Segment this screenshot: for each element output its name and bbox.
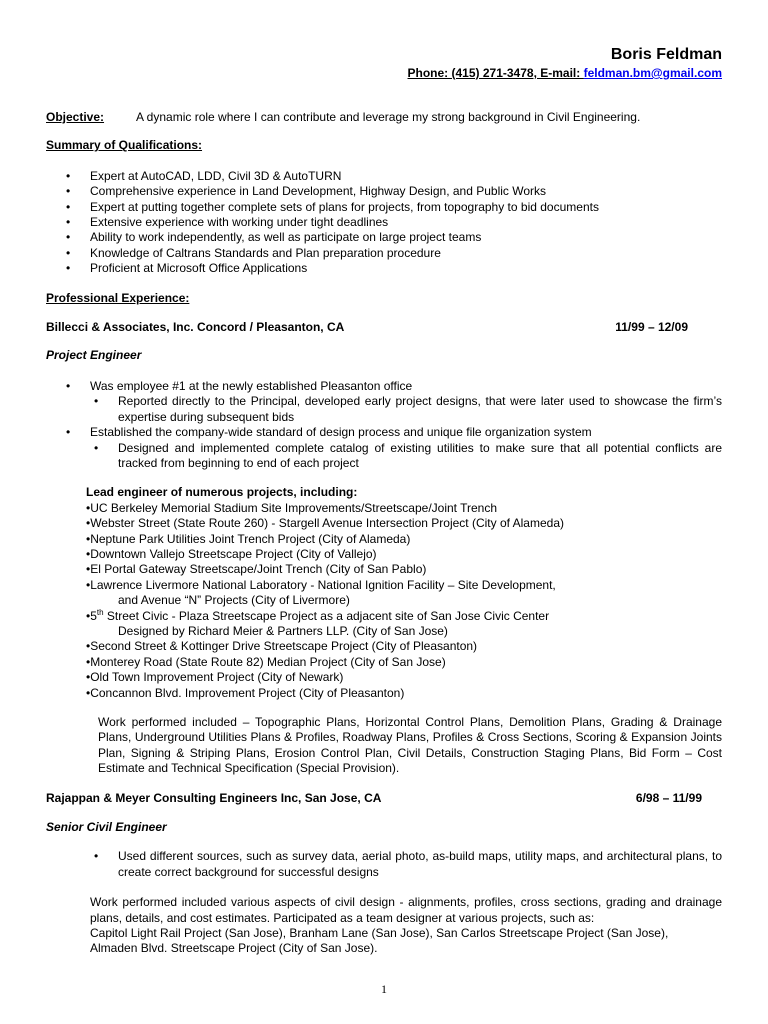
project-item <box>86 609 722 624</box>
job2-projects-text-2: Almaden Blvd. Streetscape Project (City of San Jose). <box>90 941 378 956</box>
job1-subbullets-2 <box>46 441 722 472</box>
list-item: • Ability to work independently, as well as participate on large project teams <box>46 230 722 245</box>
job2-company: Rajappan & Meyer Consulting Engineers Inc, San Jose, CA <box>46 790 382 805</box>
project-item-continued: Designed by Richard Meier & Partners LLP. (City of San Jose) <box>118 623 448 638</box>
list-item: • Expert at AutoCAD, LDD, Civil 3D & AutoTURN <box>46 169 722 184</box>
qualifications-title: Summary of Qualifications: <box>46 138 203 153</box>
resume-header <box>408 45 722 81</box>
list-item: • Was employee #1 at the newly established Pleasanton office <box>46 379 722 394</box>
list-item: • Reported directly to the Principal, developed early project designs, that were later used to showcase the firm’s expertise during subsequent bids <box>46 394 722 425</box>
list-item: • Knowledge of Caltrans Standards and Plan preparation procedure <box>46 246 722 261</box>
project-item: •Lawrence Livermore National Laboratory - National Ignition Facility – Site Development, <box>86 577 556 592</box>
phone-text: Phone: (415) 271-3478, E-mail: <box>407 66 584 80</box>
project-item: •El Portal Gateway Streetscape/Joint Trench (City of San Pablo) <box>86 562 427 577</box>
list-item: • Comprehensive experience in Land Development, Highway Design, and Public Works <box>46 184 722 199</box>
lead-projects <box>86 485 722 701</box>
project-item-continued: and Avenue “N” Projects (City of Livermore) <box>118 593 350 608</box>
lead-projects-title: Lead engineer of numerous projects, including: <box>86 485 358 500</box>
page-number: 1 <box>381 982 387 996</box>
job1-company: Billecci & Associates, Inc. Concord / Pleasanton, CA <box>46 320 345 335</box>
project-item: •Old Town Improvement Project (City of Newark) <box>86 670 344 685</box>
ordinal-suffix: th <box>96 607 104 617</box>
project-item-prefix: •5 <box>86 608 97 623</box>
objective-section <box>46 110 722 125</box>
job1-role: Project Engineer <box>46 348 142 363</box>
job1-header <box>46 320 722 335</box>
email-link[interactable]: feldman.bm@gmail.com <box>583 66 722 80</box>
job1-bullets <box>46 379 722 394</box>
job2-projects-text: Capitol Light Rail Project (San Jose), Branham Lane (San Jose), San Carlos Streetscape Project (San Jose), <box>90 926 669 941</box>
job2-role: Senior Civil Engineer <box>46 820 167 835</box>
job2-bullets <box>46 849 722 880</box>
qualifications-list <box>46 169 722 277</box>
job2-dates: 6/98 – 11/99 <box>635 790 702 805</box>
resume-body <box>46 110 722 957</box>
project-item: •Webster Street (State Route 260) - Stargell Avenue Intersection Project (City of Alameda) <box>86 516 564 531</box>
project-item: •Monterey Road (State Route 82) Median Project (City of San Jose) <box>86 654 446 669</box>
job1-subbullets-1 <box>46 394 722 425</box>
job2-header <box>46 791 722 806</box>
objective-text: A dynamic role where I can contribute and leverage my strong background in Civil Engineering. <box>136 110 641 124</box>
project-item: •UC Berkeley Memorial Stadium Site Improvements/Streetscape/Joint Trench <box>86 500 498 515</box>
job2-work-text: Work performed included various aspects of civil design - alignments, profiles, cross sections, grading and drainage plans, details, and cost estimates. Participated as a team designer at various projects, such as: <box>90 895 722 925</box>
job1-bullets-2 <box>46 425 722 440</box>
list-item: • Used different sources, such as survey data, aerial photo, as-build maps, utility maps, and architectural plans, to create correct background for successful designs <box>46 849 722 880</box>
list-item: • Established the company-wide standard of design process and unique file organization system <box>46 425 722 440</box>
project-item: •Neptune Park Utilities Joint Trench Project (City of Alameda) <box>86 531 411 546</box>
job1-dates: 11/99 – 12/09 <box>615 320 688 335</box>
candidate-name: Boris Feldman <box>610 46 722 63</box>
job2-work-performed <box>90 895 722 957</box>
job1-work-performed: Work performed included – Topographic Plans, Horizontal Control Plans, Demolition Plans, Grading & Drainage Plans, Underground Utilities Plans & Profiles, Roadway Plans, Profiles & Cross Sections, Scoring & Expansion Joints Plan, Signing & Striping Plans, Erosion Control Plan, Civil Details, Construction Staging Plans, Bid Form – Cost Estimate and Technical Specification (Special Provision). <box>98 715 722 776</box>
list-item: • Expert at putting together complete sets of plans for projects, from topography to bid documents <box>46 200 722 215</box>
list-item: • Proficient at Microsoft Office Applications <box>46 261 722 276</box>
project-item: •Concannon Blvd. Improvement Project (City of Pleasanton) <box>86 685 405 700</box>
project-item-rest: Street Civic - Plaza Streetscape Project as a adjacent site of San Jose Civic Center <box>103 608 550 623</box>
list-item: • Extensive experience with working under tight deadlines <box>46 215 722 230</box>
contact-line <box>408 65 722 81</box>
objective-label: Objective: <box>46 110 105 124</box>
list-item: • Designed and implemented complete catalog of existing utilities to make sure that all potential conflicts are tracked from beginning to end of each project <box>46 441 722 472</box>
project-item: •Downtown Vallejo Streetscape Project (City of Vallejo) <box>86 546 377 561</box>
experience-title: Professional Experience: <box>46 290 190 305</box>
project-item: •Second Street & Kottinger Drive Streetscape Project (City of Pleasanton) <box>86 639 478 654</box>
